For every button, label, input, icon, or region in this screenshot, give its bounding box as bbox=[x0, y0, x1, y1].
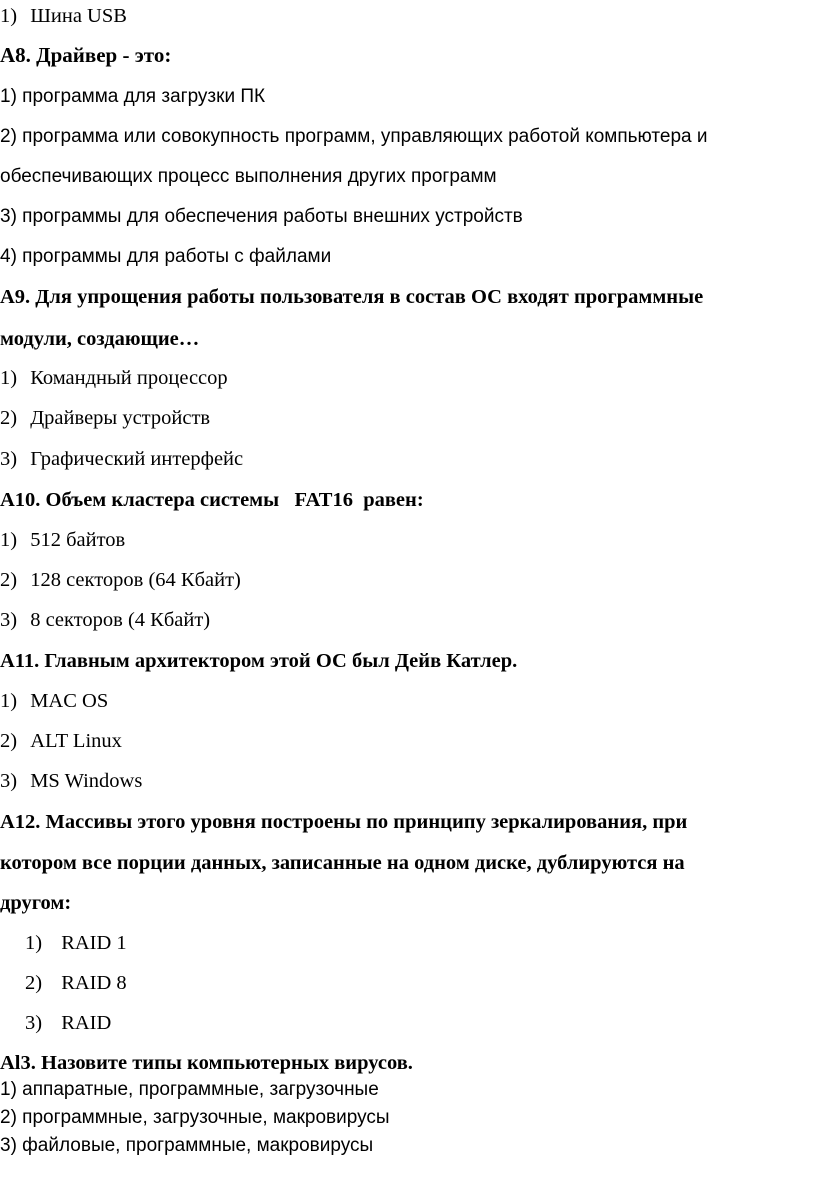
option-text: MAC OS bbox=[30, 690, 109, 712]
a8-option-1: 1) программа для загрузки ПК bbox=[0, 86, 266, 107]
a11-option-3 bbox=[0, 771, 142, 792]
option-number: 1) bbox=[25, 932, 43, 954]
option-number: 1) bbox=[0, 690, 18, 712]
a10-option-1 bbox=[0, 530, 125, 551]
option-text: RAID 1 bbox=[61, 932, 127, 954]
option-number: 2) bbox=[0, 730, 18, 752]
a11-option-2 bbox=[0, 731, 122, 752]
option-number: 3) bbox=[0, 448, 18, 470]
question-a9-line-1: А9. Для упрощения работы пользователя в состав ОС входят программные bbox=[0, 286, 704, 308]
option-number: 3) bbox=[25, 1012, 43, 1034]
option-text: RAID 8 bbox=[61, 972, 127, 994]
option-number: 3) bbox=[0, 770, 18, 792]
a12-option-1 bbox=[25, 933, 127, 954]
question-a12-line-3: другом: bbox=[0, 892, 72, 914]
a12-option-3 bbox=[25, 1013, 111, 1034]
question-a12-line-2: котором все порции данных, записанные на одном диске, дублируются на bbox=[0, 852, 685, 874]
question-a13: Al3. Назовите типы компьютерных вирусов. bbox=[0, 1052, 413, 1074]
question-a9-line-2: модули, создающие… bbox=[0, 328, 200, 350]
option-text: 128 секторов (64 Кбайт) bbox=[30, 569, 241, 591]
a8-option-3: 3) программы для обеспечения работы внешних устройств bbox=[0, 206, 523, 227]
a9-option-1 bbox=[0, 368, 228, 389]
option-text: Командный процессор bbox=[30, 367, 228, 389]
option-text: MS Windows bbox=[30, 770, 143, 792]
a13-option-3: 3) файловые, программные, макровирусы bbox=[0, 1135, 374, 1156]
option-text: Драйверы устройств bbox=[30, 407, 211, 429]
a10-option-3 bbox=[0, 610, 210, 631]
a8-option-2-continued: обеспечивающих процесс выполнения других программ bbox=[0, 166, 497, 187]
question-a10: А10. Объем кластера системы FAT16 равен: bbox=[0, 489, 424, 511]
option-text: Шина USB bbox=[30, 5, 127, 27]
option-number: 1) bbox=[0, 5, 18, 27]
option-text: ALT Linux bbox=[30, 730, 122, 752]
a10-option-2 bbox=[0, 570, 241, 591]
option-text: 512 байтов bbox=[30, 529, 126, 551]
a13-option-2: 2) программные, загрузочные, макровирусы bbox=[0, 1107, 390, 1128]
question-a11: А11. Главным архитектором этой ОС был Дейв Катлер. bbox=[0, 650, 518, 672]
a12-option-2 bbox=[25, 973, 127, 994]
question-a12-line-1: А12. Массивы этого уровня построены по принципу зеркалирования, при bbox=[0, 811, 688, 833]
question-a8: А8. Драйвер - это: bbox=[0, 43, 172, 67]
option-number: 2) bbox=[0, 407, 18, 429]
a13-option-1: 1) аппаратные, программные, загрузочные bbox=[0, 1079, 379, 1100]
a11-option-1 bbox=[0, 691, 108, 712]
option-text: 8 секторов (4 Кбайт) bbox=[30, 609, 211, 631]
option-text: RAID bbox=[61, 1012, 112, 1034]
a8-option-2: 2) программа или совокупность программ, управляющих работой компьютера и bbox=[0, 126, 708, 147]
option-number: 1) bbox=[0, 529, 18, 551]
a8-option-4: 4) программы для работы с файлами bbox=[0, 246, 332, 267]
option-number: 2) bbox=[0, 569, 18, 591]
a9-option-2 bbox=[0, 408, 210, 429]
a9-option-3 bbox=[0, 449, 243, 470]
option-number: 3) bbox=[0, 609, 18, 631]
option-text: Графический интерфейс bbox=[30, 448, 244, 470]
option-number: 1) bbox=[0, 367, 18, 389]
option-line bbox=[0, 6, 127, 27]
option-number: 2) bbox=[25, 972, 43, 994]
